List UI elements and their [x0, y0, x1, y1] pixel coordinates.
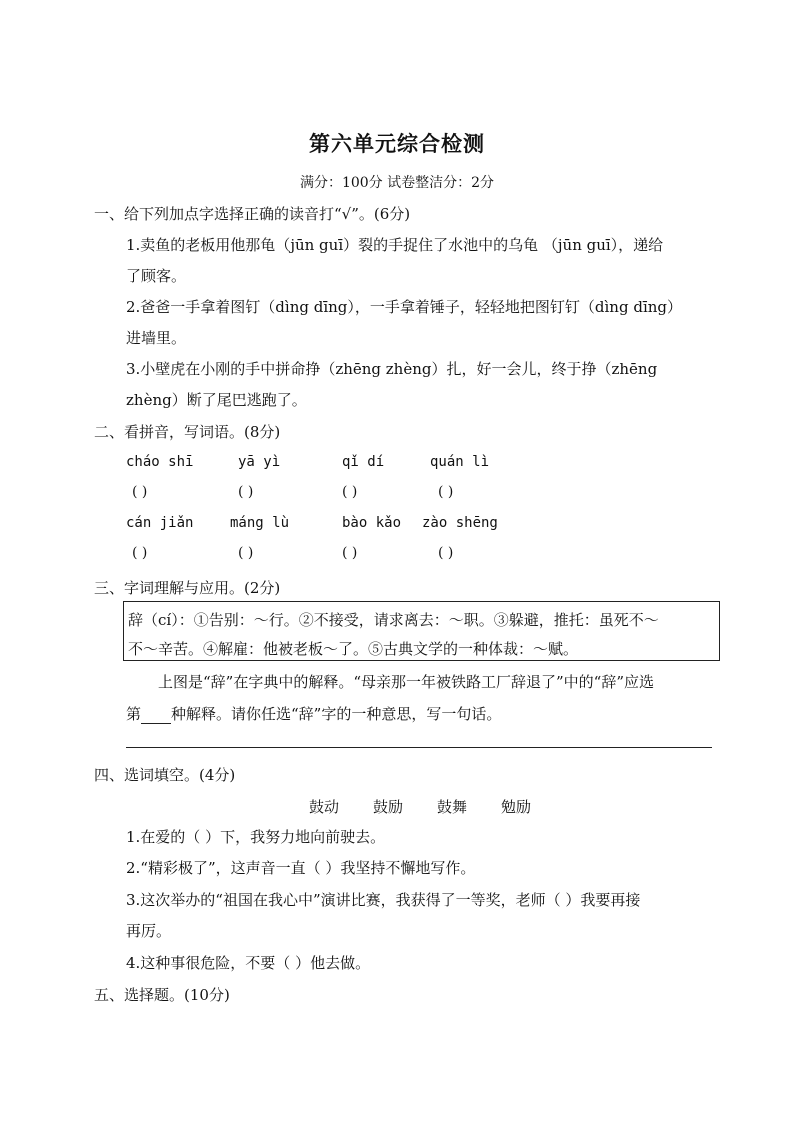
section1-line: 了顾客。: [126, 267, 187, 285]
question-text: [126, 703, 501, 724]
answer-paren[interactable]: ( ): [438, 484, 454, 500]
answer-line[interactable]: [126, 747, 712, 748]
pinyin-item: bào kǎo: [342, 515, 402, 531]
section4-line: 1.在爱的（ ）下，我努力地向前驶去。: [126, 828, 386, 846]
section4-heading: 四、选词填空。(4分): [94, 766, 236, 784]
section1-line: 进墙里。: [126, 329, 187, 347]
word-option: 勉励: [501, 798, 532, 816]
dictionary-line: 不～辛苦。④解雇：他被老板～了。⑤古典文学的一种体裁：～赋。: [128, 640, 579, 658]
section1-line: 3.小壁虎在小刚的手中拼命挣（zhēng zhèng）扎，好一会儿，终于挣（zhēng: [126, 360, 658, 378]
question-text-pre: 第: [126, 705, 142, 723]
word-option: 鼓动: [309, 798, 340, 816]
pinyin-item: cháo shī: [126, 454, 194, 470]
section4-line: 4.这种事很危险，不要（ ）他去做。: [126, 954, 371, 972]
word-option: 鼓励: [373, 798, 404, 816]
pinyin-item: zào shēng: [422, 515, 498, 531]
answer-paren[interactable]: ( ): [438, 545, 454, 561]
answer-paren[interactable]: ( ): [342, 545, 358, 561]
answer-paren[interactable]: ( ): [238, 545, 254, 561]
answer-paren[interactable]: ( ): [238, 484, 254, 500]
answer-paren[interactable]: ( ): [342, 484, 358, 500]
section1-line: 2.爸爸一手拿着图钉（dìng dīng），一手拿着锤子，轻轻地把图钉钉（dìng dīng）: [126, 298, 682, 316]
answer-paren[interactable]: ( ): [132, 545, 148, 561]
page-title: 第六单元综合检测: [309, 131, 485, 156]
section3-heading: 三、字词理解与应用。(2分): [94, 579, 281, 597]
pinyin-item: quán lì: [430, 454, 490, 470]
fill-blank[interactable]: [141, 709, 171, 724]
dictionary-line: 辞（cí）：①告别：～行。②不接受，请求离去：～职。③躲避，推托：虽死不～: [128, 611, 659, 629]
section1-line: zhèng）断了尾巴逃跑了。: [126, 391, 307, 409]
section4-line: 2.“精彩极了”，这声音一直（ ）我坚持不懈地写作。: [126, 859, 476, 877]
word-option: 鼓舞: [437, 798, 468, 816]
pinyin-item: yā yì: [238, 454, 281, 470]
section1-line: 1.卖鱼的老板用他那龟（jūn guī）裂的手捉住了水池中的乌龟 （jūn guī），递给: [126, 236, 664, 254]
answer-paren[interactable]: ( ): [132, 484, 148, 500]
section2-heading: 二、看拼音，写词语。(8分): [94, 423, 281, 441]
pinyin-item: qǐ dí: [342, 454, 385, 470]
section4-line: 再厉。: [126, 922, 172, 940]
score-line: 满分：100分 试卷整洁分：2分: [299, 175, 495, 191]
pinyin-item: cán jiǎn: [126, 515, 194, 531]
section1-heading: 一、给下列加点字选择正确的读音打“√”。(6分): [94, 205, 411, 223]
section5-heading: 五、选择题。(10分): [94, 986, 230, 1004]
question-text-post: 种解释。请你任选“辞”字的一种意思，写一句话。: [171, 705, 502, 723]
question-text: 上图是“辞”在字典中的解释。“母亲那一年被铁路工厂辞退了”中的“辞”应选: [158, 673, 655, 691]
section4-line: 3.这次举办的“祖国在我心中”演讲比赛，我获得了一等奖，老师（ ）我要再接: [126, 891, 641, 909]
pinyin-item: máng lù: [230, 515, 290, 531]
